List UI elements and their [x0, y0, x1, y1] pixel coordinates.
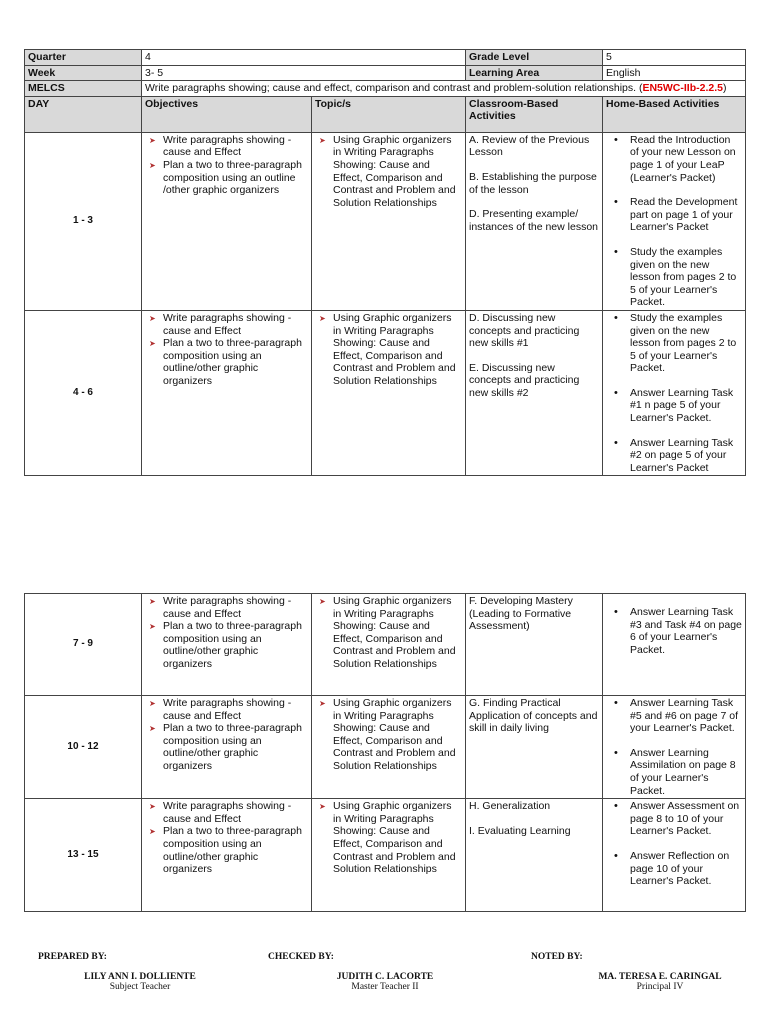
list-item: • Answer Learning Task #1 n page 5 of your Learner's Packet. [614, 386, 734, 425]
list-item: ➤ Write paragraphs showing -cause and Effect [149, 800, 292, 825]
activity-item: H. Generalization [469, 800, 551, 813]
list-item: ➤ Write paragraphs showing -cause and Effect [149, 595, 292, 620]
classroom-activities-cell [466, 310, 603, 476]
lesson-plan-table-bottom [24, 593, 746, 912]
learning-area-label: Learning Area [466, 65, 603, 81]
lesson-plan-table-top [24, 49, 746, 476]
home-activities-cell [603, 310, 746, 476]
arrow-bullet-icon: ➤ [149, 699, 156, 708]
list-item: ➤ Using Graphic organizers in Writing Paragraphs Showing: Cause and Effect, Comparison and Contrast and Problem and Solution Relationships [319, 311, 456, 387]
noted-by-signature [580, 972, 740, 992]
week-row [25, 65, 746, 81]
home-activities-cell [603, 594, 746, 696]
arrow-bullet-icon: ➤ [149, 597, 156, 606]
day-cell: 1 - 3 [25, 132, 142, 310]
list-item: • Read the Development part on page 1 of your Learner's Packet [614, 196, 738, 234]
list-item: ➤ Using Graphic organizers in Writing Paragraphs Showing: Cause and Effect, Comparison and Contrast and Problem and Solution Relationships [319, 697, 456, 772]
day-cell: 4 - 6 [25, 310, 142, 476]
home-activities-cell [603, 132, 746, 310]
table-row [25, 696, 746, 799]
col-day: DAY [25, 96, 142, 132]
list-item: ➤ Plan a two to three-paragraph composition using an outline /other graphic organizers [149, 158, 302, 197]
list-item: ➤ Write paragraphs showing -cause and Effect [149, 311, 292, 337]
arrow-bullet-icon: ➤ [319, 313, 326, 323]
list-item: ➤ Plan a two to three-paragraph composition using an outline/other graphic organizers [149, 620, 302, 670]
activity-item: D. Presenting example/ instances of the new lesson [469, 208, 598, 233]
table-row [25, 799, 746, 912]
objectives-cell [142, 310, 312, 476]
arrow-bullet-icon: ➤ [319, 597, 326, 606]
prepared-by-label: PREPARED BY: [38, 952, 107, 962]
col-objectives: Objectives [142, 96, 312, 132]
melcs-code: EN5WC-IIb-2.2.5 [642, 82, 723, 95]
topics-cell [312, 132, 466, 310]
arrow-bullet-icon: ➤ [149, 313, 156, 323]
day-cell: 13 - 15 [25, 799, 142, 912]
activity-item: A. Review of the Previous Lesson [469, 133, 590, 159]
list-item: • Answer Reflection on page 10 of your Learner's Packet. [614, 849, 730, 888]
melcs-label: MELCS [25, 81, 142, 97]
arrow-bullet-icon: ➤ [319, 699, 326, 708]
classroom-activities-cell [466, 696, 603, 799]
melcs-row [25, 81, 746, 97]
noted-by-role: Principal IV [636, 982, 684, 992]
quarter-value: 4 [142, 50, 466, 66]
grade-level-value: 5 [603, 50, 746, 66]
classroom-activities-cell [466, 132, 603, 310]
list-item: ➤ Write paragraphs showing -cause and Effect [149, 697, 292, 722]
objectives-cell [142, 696, 312, 799]
list-item: ➤ Using Graphic organizers in Writing Paragraphs Showing: Cause and Effect, Comparison and Contrast and Problem and Solution Relationships [319, 133, 456, 209]
bullet-icon: • [614, 436, 618, 449]
list-item: ➤ Using Graphic organizers in Writing Paragraphs Showing: Cause and Effect, Comparison and Contrast and Problem and Solution Relationships [319, 595, 456, 670]
activity-item: D. Discussing new concepts and practicing new skills #1 [469, 311, 580, 350]
activity-item: I. Evaluating Learning [469, 824, 571, 837]
grade-level-label: Grade Level [466, 50, 603, 66]
bullet-icon: • [614, 245, 618, 258]
activity-item: G. Finding Practical Application of concepts and skill in daily living [469, 697, 598, 735]
topics-cell [312, 594, 466, 696]
arrow-bullet-icon: ➤ [149, 160, 156, 170]
objectives-cell [142, 594, 312, 696]
list-item: ➤ Write paragraphs showing - cause and Effect [149, 133, 292, 159]
col-topics: Topic/s [312, 96, 466, 132]
noted-by-name: MA. TERESA E. CARINGAL [598, 972, 722, 982]
list-item: • Answer Learning Task #5 and #6 on page 7 of your Learner's Packet. [614, 697, 739, 735]
bullet-icon: • [614, 800, 618, 813]
list-item: • Answer Assessment on page 8 to 10 of your Learner's Packet. [614, 800, 740, 838]
classroom-activities-cell [466, 799, 603, 912]
arrow-bullet-icon: ➤ [149, 827, 156, 837]
day-cell: 10 - 12 [25, 696, 142, 799]
col-home: Home-Based Activities [603, 96, 746, 132]
prepared-by-role: Subject Teacher [109, 982, 171, 992]
topics-cell [312, 696, 466, 799]
col-classroom: Classroom-Based Activities [466, 96, 603, 132]
list-item: • Answer Learning Task #2 on page 5 of your Learner's Packet [614, 436, 734, 474]
checked-by-name: JUDITH C. LACORTE [336, 972, 434, 982]
list-item: ➤ Using Graphic organizers in Writing Paragraphs Showing: Cause and Effect, Comparison and Contrast and Problem and Solution Relationships [319, 800, 456, 876]
bullet-icon: • [614, 606, 618, 618]
learning-area-value: English [603, 65, 746, 81]
checked-by-signature [310, 972, 460, 992]
home-activities-cell [603, 799, 746, 912]
list-item: ➤ Plan a two to three-paragraph composition using an outline/other graphic organizers [149, 825, 302, 876]
bullet-icon: • [614, 133, 618, 146]
quarter-row [25, 50, 746, 66]
bullet-icon: • [614, 196, 618, 209]
classroom-activities-cell [466, 594, 603, 696]
checked-by-label: CHECKED BY: [268, 952, 334, 962]
bullet-icon: • [614, 697, 618, 709]
arrow-bullet-icon: ➤ [319, 802, 326, 812]
week-value: 3- 5 [142, 65, 466, 81]
melcs-close: ) [722, 82, 727, 95]
list-item: • Study the examples given on the new lesson from pages 2 to 5 of your Learner's Packet. [614, 245, 737, 309]
arrow-bullet-icon: ➤ [149, 339, 156, 349]
activity-item: F. Developing Mastery (Leading to Formative Assessment) [469, 595, 573, 633]
bullet-icon: • [614, 311, 618, 324]
prepared-by-signature [58, 972, 222, 992]
arrow-bullet-icon: ➤ [149, 724, 156, 734]
objectives-cell [142, 132, 312, 310]
bullet-icon: • [614, 746, 618, 759]
topics-cell [312, 310, 466, 476]
home-activities-cell [603, 696, 746, 799]
melcs-description: Write paragraphs showing; cause and effect, comparison and contrast and problem-solution relationships. ( [145, 82, 643, 95]
noted-by-label: NOTED BY: [531, 952, 583, 962]
week-label: Week [25, 65, 142, 81]
prepared-by-name: LILY ANN I. DOLLIENTE [84, 972, 196, 982]
objectives-cell [142, 799, 312, 912]
arrow-bullet-icon: ➤ [319, 135, 326, 145]
column-header-row [25, 96, 746, 132]
topics-cell [312, 799, 466, 912]
checked-by-role: Master Teacher II [351, 982, 419, 992]
list-item: • Answer Learning Assimilation on page 8 of your Learner's Packet. [614, 746, 736, 797]
table-row [25, 594, 746, 696]
table-row [25, 310, 746, 476]
list-item: • Study the examples given on the new lesson from pages 2 to 5 of your Learner's Packet. [614, 311, 737, 375]
melcs-text [142, 81, 746, 97]
day-cell: 7 - 9 [25, 594, 142, 696]
quarter-label: Quarter [25, 50, 142, 66]
activity-item: E. Discussing new concepts and practicing new skills #2 [469, 361, 580, 399]
activity-item: B. Establishing the purpose of the lesson [469, 170, 597, 196]
arrow-bullet-icon: ➤ [149, 622, 156, 632]
list-item: • Answer Learning Task #3 and Task #4 on page 6 of your Learner's Packet. [614, 606, 742, 656]
list-item: ➤ Plan a two to three-paragraph composition using an outline/other graphic organizers [149, 337, 302, 387]
table-row [25, 132, 746, 310]
list-item: • Read the Introduction of your new Lesson on page 1 of your LeaP (Learner's Packet) [614, 133, 736, 184]
bullet-icon: • [614, 849, 618, 862]
list-item: ➤ Plan a two to three-paragraph composition using an outline/other graphic organizers [149, 722, 302, 772]
arrow-bullet-icon: ➤ [149, 135, 156, 145]
bullet-icon: • [614, 386, 618, 399]
arrow-bullet-icon: ➤ [149, 802, 156, 812]
